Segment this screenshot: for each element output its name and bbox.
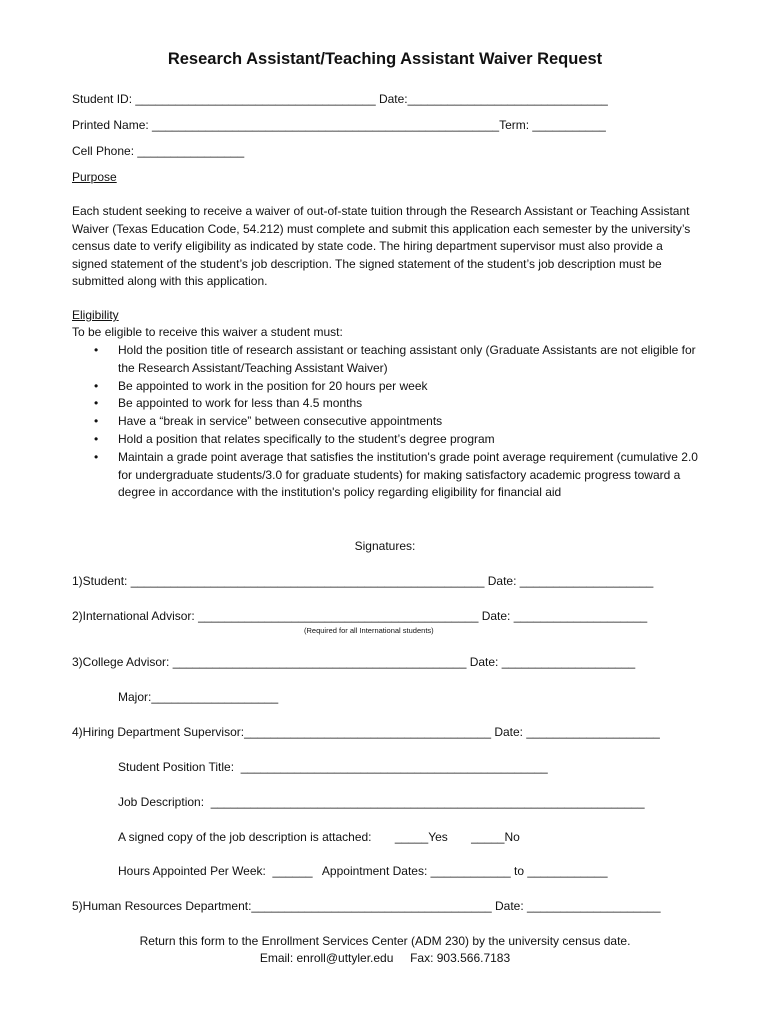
printed-name-term-field[interactable]: Printed Name: ____________________________________________________Term: ___________	[72, 118, 606, 132]
major-field[interactable]: Major:___________________	[118, 690, 279, 704]
job-description-field[interactable]: Job Description: _________________________________________________________________	[118, 795, 645, 809]
student-position-title-field[interactable]: Student Position Title: ______________________________________________	[118, 760, 548, 774]
signed-copy-yes-no-field[interactable]: A signed copy of the job description is attached: _____Yes _____No	[118, 830, 520, 844]
eligibility-list	[72, 342, 702, 502]
purpose-heading: Purpose	[72, 170, 117, 184]
form-title: Research Assistant/Teaching Assistant Waiver Request	[167, 50, 603, 68]
student-id-date-field[interactable]: Student ID: ____________________________________ Date:______________________________	[72, 92, 608, 106]
bullet-icon: •	[94, 414, 99, 429]
footer-return-instructions: Return this form to the Enrollment Services Center (ADM 230) by the university census date.	[139, 934, 631, 948]
footer-contact: Email: enroll@uttyler.edu Fax: 903.566.7183	[259, 951, 511, 965]
bullet-icon: •	[94, 343, 99, 357]
college-advisor-signature-field[interactable]: 3)College Advisor: ____________________________________________ Date: ____________________	[72, 655, 636, 669]
eligibility-intro: To be eligible to receive this waiver a student must:	[72, 325, 343, 339]
bullet-icon: •	[94, 449, 99, 464]
list-item: • Have a “break in service” between consecutive appointments	[72, 413, 702, 431]
international-advisor-signature-field[interactable]: 2)International Advisor: __________________________________________ Date: ____________________	[72, 609, 648, 623]
cell-phone-field[interactable]: Cell Phone: ________________	[72, 144, 245, 158]
list-item: • Hold a position that relates specifically to the student’s degree program	[72, 431, 702, 449]
list-item: • Be appointed to work in the position for 20 hours per week	[72, 378, 702, 396]
list-item: • Hold the position title of research assistant or teaching assistant only (Graduate Assistants are not eligible for the Research Assistant/Teaching Assistant Waiver)	[94, 343, 696, 375]
student-signature-field[interactable]: 1)Student: _____________________________________________________ Date: ____________________	[72, 574, 654, 588]
hiring-supervisor-signature-field[interactable]: 4)Hiring Department Supervisor:_____________________________________ Date: ____________________	[72, 725, 660, 739]
international-advisor-note: (Required for all International students)	[304, 626, 434, 635]
list-item: • Be appointed to work for less than 4.5 months	[72, 395, 702, 413]
hr-department-signature-field[interactable]: 5)Human Resources Department:____________________________________ Date: ____________________	[72, 899, 661, 913]
bullet-icon: •	[94, 396, 99, 411]
bullet-icon: •	[94, 378, 99, 393]
eligibility-heading: Eligibility	[72, 308, 119, 322]
signatures-heading: Signatures:	[354, 539, 416, 553]
bullet-icon: •	[94, 431, 99, 446]
hours-appointment-dates-field[interactable]: Hours Appointed Per Week: ______ Appointment Dates: ____________ to ____________	[118, 864, 608, 878]
purpose-text: Each student seeking to receive a waiver of out-of-state tuition through the Research Assistant or Teaching Assistant Waiver (Texas Education Code, 54.212) must complete and submit this application each semester by the university’s census date to verify eligibility as indicated by state code. The hiring department supervisor must also provide a signed statement of the student’s job description. The signed statement of the student’s job description must be submitted along with this application.	[72, 204, 691, 289]
list-item: • Maintain a grade point average that satisfies the institution's grade point average requirement (cumulative 2.0 for undergraduate students/3.0 for graduate students) for making satisfactory academic progress toward a degree in accordance with the institution's policy regarding eligibility for financial aid	[94, 449, 698, 500]
